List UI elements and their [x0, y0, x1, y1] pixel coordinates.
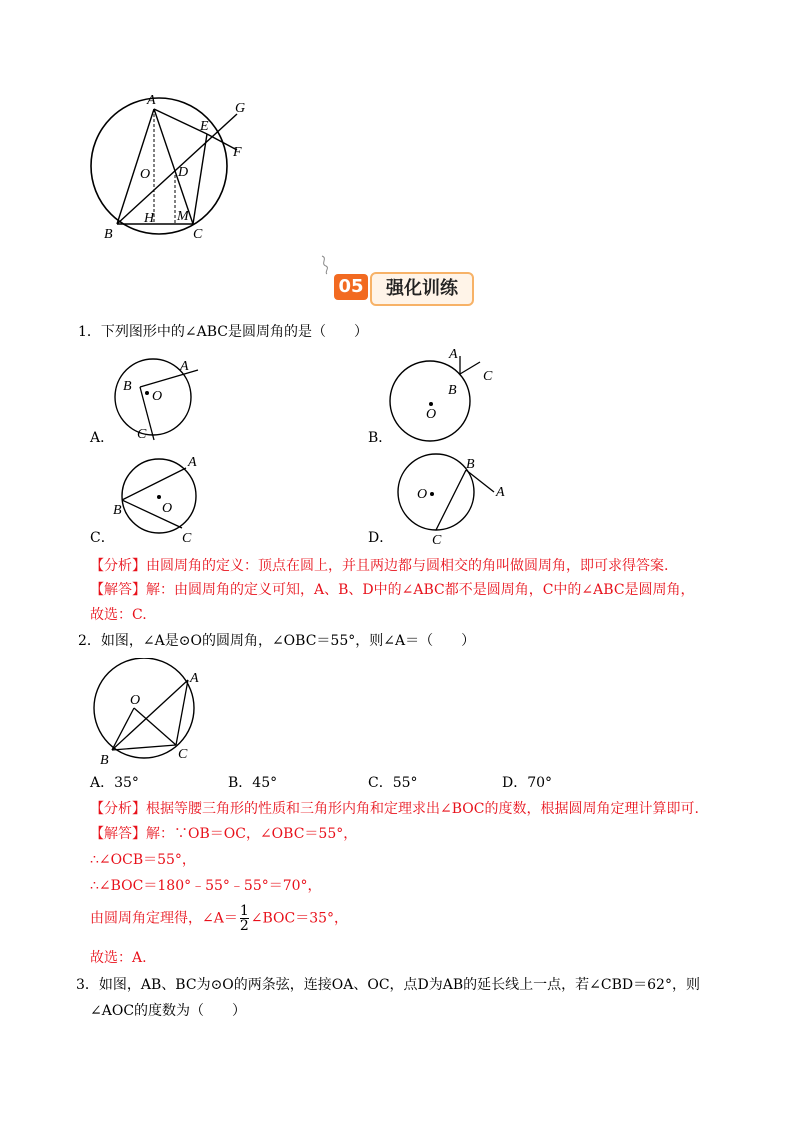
q2-stem: 2．如图，∠A是⊙O的圆周角，∠OBC＝55°，则∠A＝（ ）: [78, 633, 476, 649]
section-title: 强化训练: [370, 272, 474, 306]
label-b: B: [104, 227, 113, 242]
label-g: G: [235, 101, 246, 116]
q2-choice: 故选：A.: [90, 950, 147, 966]
q2-figure: [86, 658, 216, 768]
svg-text:C: C: [483, 369, 493, 384]
frac-den: 2: [239, 918, 249, 934]
svg-text:C: C: [178, 747, 188, 762]
svg-text:B: B: [448, 383, 457, 398]
svg-text:C: C: [432, 533, 442, 547]
q1-stem: 1．下列图形中的∠ABC是圆周角的是（ ）: [78, 324, 369, 340]
q1-option-c-figure: [110, 452, 210, 544]
q2-sol-line1: 【解答】解：∵OB＝OC，∠OBC＝55°，: [90, 826, 358, 842]
q2-sol4-post: ∠BOC＝35°，: [250, 910, 349, 927]
q2-analysis: 【分析】根据等腰三角形的性质和三角形内角和定理求出∠BOC的度数，根据圆周角定理计算即可.: [90, 801, 699, 817]
label-f: F: [233, 145, 242, 160]
label-h: H: [144, 211, 155, 226]
svg-text:A: A: [180, 359, 189, 374]
section-number: 05: [334, 274, 368, 300]
svg-text:C: C: [137, 427, 147, 442]
svg-text:A: A: [449, 347, 458, 362]
label-a: A: [147, 93, 156, 108]
svg-text:O: O: [130, 693, 141, 708]
q1-option-d-label: D．: [368, 530, 394, 546]
q1-option-b-figure: [388, 346, 508, 446]
label-c: C: [193, 227, 203, 242]
pencil-icon: [318, 254, 334, 276]
svg-text:O: O: [426, 407, 437, 422]
q3-line2: ∠AOC的度数为（ ）: [90, 1003, 247, 1019]
q2-sol4-pre: 由圆周角定理得，∠A＝: [90, 910, 238, 927]
q2-option-d: D．70°: [502, 775, 553, 791]
svg-text:A: A: [188, 455, 197, 470]
q1-choice: 故选：C.: [90, 607, 147, 623]
q2-option-b: B．45°: [228, 775, 278, 791]
label-d: D: [178, 165, 189, 180]
frac-num: 1: [239, 903, 249, 919]
svg-text:B: B: [113, 503, 122, 518]
svg-text:O: O: [417, 487, 428, 502]
q1-analysis: 【分析】由圆周角的定义：顶点在圆上，并且两边都与圆相交的角叫做圆周角，即可求得答案.: [90, 558, 669, 574]
svg-text:O: O: [152, 389, 163, 404]
q2-option-a: A．35°: [90, 775, 139, 791]
q2-sol-line3: ∴∠BOC＝180°﹣55°﹣55°＝70°，: [90, 878, 322, 894]
q2-sol-line2: ∴∠OCB＝55°，: [90, 852, 196, 868]
label-e: E: [200, 119, 209, 134]
section-badge: [326, 268, 474, 306]
svg-text:A: A: [496, 485, 505, 500]
q1-option-a-figure: [110, 352, 210, 442]
svg-text:B: B: [123, 379, 132, 394]
label-o: O: [140, 167, 151, 182]
q1-option-b-label: B．: [368, 430, 393, 446]
svg-text:O: O: [162, 501, 173, 516]
top-geometry-figure: [85, 92, 265, 242]
fraction-half: [240, 904, 249, 933]
q3-line1: 3．如图，AB、BC为⊙O的两条弦，连接OA、OC，点D为AB的延长线上一点，若∠CBD＝62°，则: [76, 977, 700, 993]
q1-option-d-figure: [390, 452, 520, 547]
q1-option-c-label: C．: [90, 530, 115, 546]
svg-text:A: A: [190, 671, 199, 686]
q1-option-a-label: A．: [90, 430, 115, 446]
q2-option-c: C．55°: [368, 775, 418, 791]
q1-solution: 【解答】解：由圆周角的定义可知，A、B、D中的∠ABC都不是圆周角，C中的∠ABC是圆周角，: [90, 582, 695, 598]
q2-sol-line4: [90, 904, 348, 933]
label-m: M: [177, 209, 189, 224]
svg-text:B: B: [466, 457, 475, 472]
svg-text:C: C: [182, 531, 192, 544]
svg-text:B: B: [100, 753, 109, 768]
